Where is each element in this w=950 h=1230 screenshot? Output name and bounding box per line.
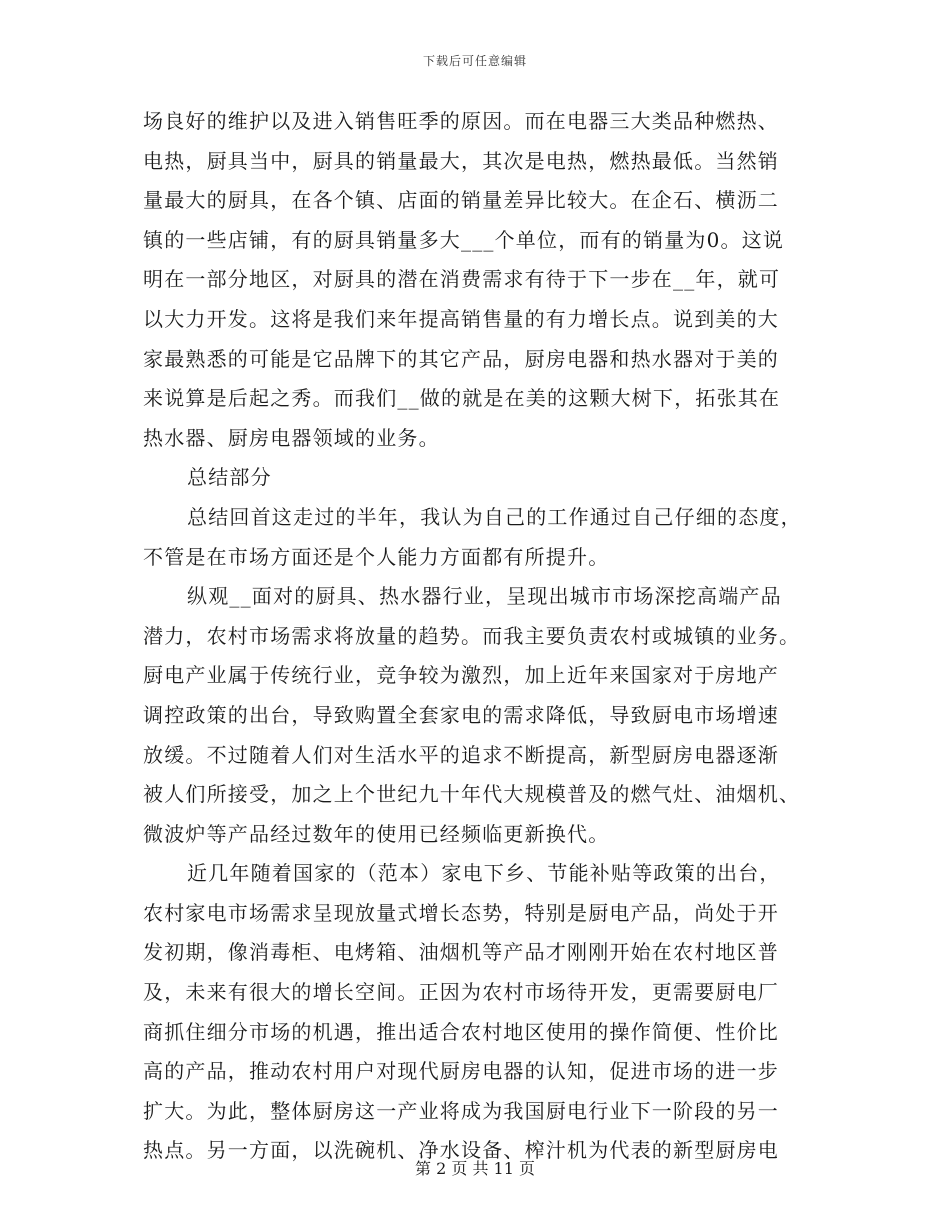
text-line: 量最大的厨具，在各个镇、店面的销量差异比较大。在企石、横沥二 xyxy=(143,188,779,213)
document-body xyxy=(143,102,803,1171)
paragraph-first-line: 总结回首这走过的半年，我认为自己的工作通过自己仔细的态度， xyxy=(187,504,802,529)
text-line: 场良好的维护以及进入销售旺季的原因。而在电器三大类品种燃热、 xyxy=(143,109,779,133)
text-line: 农村家电市场需求呈现放量式增长态势，特别是厨电产品，尚处于开 xyxy=(143,900,779,925)
paragraph-first-line: 纵观__面对的厨具、热水器行业，呈现出城市市场深挖高端产品 xyxy=(187,584,782,609)
text-line: 放缓。不过随着人们对生活水平的追求不断提高，新型厨房电器逐渐 xyxy=(143,742,779,767)
text-line: 被人们所接受，加之上个世纪九十年代大规模普及的燃气灶、油烟机、 xyxy=(143,782,801,807)
text-line: 扩大。为此，整体厨房这一产业将成为我国厨电行业下一阶段的另一 xyxy=(143,1098,779,1123)
text-line: 来说算是后起之秀。而我们__做的就是在美的这颗大树下，拓张其在 xyxy=(143,386,781,411)
text-line: 发初期，像消毒柜、电烤箱、油烟机等产品才刚刚开始在农村地区普 xyxy=(143,940,779,965)
text-line: 微波炉等产品经过数年的使用已经频临更新换代。 xyxy=(143,821,610,846)
text-line: 高的产品，推动农村用户对现代厨房电器的认知，促进市场的进一步 xyxy=(143,1059,779,1084)
text-line: 以大力开发。这将是我们来年提高销售量的有力增长点。说到美的大 xyxy=(143,306,779,331)
text-line: 调控政策的出台，导致购置全套家电的需求降低，导致厨电市场增速 xyxy=(143,702,779,727)
text-line: 热水器、厨房电器领域的业务。 xyxy=(143,425,440,450)
page-header-note: 下载后可任意编辑 xyxy=(422,54,527,68)
text-line: 热点。另一方面，以洗碗机、净水设备、榨汁机为代表的新型厨房电 xyxy=(143,1138,779,1163)
text-line: 不管是在市场方面还是个人能力方面都有所提升。 xyxy=(143,544,610,569)
text-line: 潜力，农村市场需求将放量的趋势。而我主要负责农村或城镇的业务。 xyxy=(143,623,801,648)
text-line: 家最熟悉的可能是它品牌下的其它产品，厨房电器和热水器对于美的 xyxy=(143,346,779,371)
paragraph-first-line: 总结部分 xyxy=(187,465,272,490)
text-line: 及，未来有很大的增长空间。正因为农村市场待开发，更需要厨电厂 xyxy=(143,980,779,1005)
text-line: 厨电产业属于传统行业，竞争较为激烈，加上近年来国家对于房地产 xyxy=(143,663,779,688)
text-line: 明在一部分地区，对厨具的潜在消费需求有待于下一步在__年，就可 xyxy=(143,267,781,292)
text-line: 商抓住细分市场的机遇，推出适合农村地区使用的操作简便、性价比 xyxy=(143,1019,779,1044)
paragraph-first-line: 近几年随着国家的（范本）家电下乡、节能补贴等政策的出台， xyxy=(187,861,781,886)
text-line: 电热，厨具当中，厨具的销量最大，其次是电热，燃热最低。当然销 xyxy=(143,148,779,173)
text-line: 镇的一些店铺，有的厨具销量多大___个单位，而有的销量为0。这说 xyxy=(143,227,785,252)
page-number: 第 2 页 共 11 页 xyxy=(415,1159,535,1178)
